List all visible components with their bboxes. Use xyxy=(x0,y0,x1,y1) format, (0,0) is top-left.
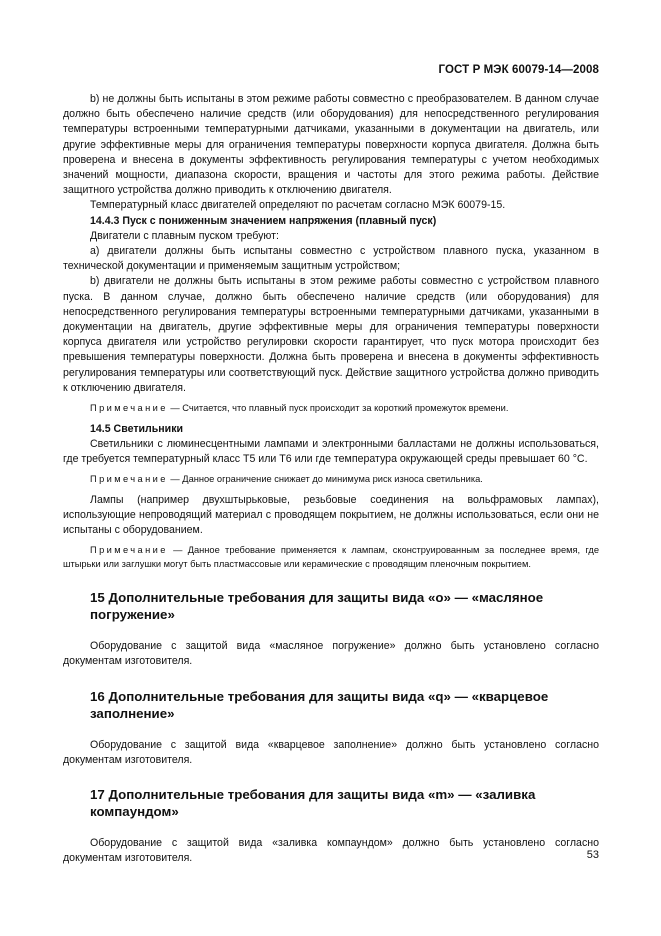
note-label: Примечание xyxy=(90,545,168,556)
section-heading-14-4-3: 14.4.3 Пуск с пониженным значением напряжения (плавный пуск) xyxy=(90,214,437,227)
section-heading-14-5: 14.5 Светильники xyxy=(90,422,184,435)
paragraph-section-16: Оборудование с защитой вида «кварцевое заполнение» должно быть установлено согласно документам изготовителя. xyxy=(63,738,599,766)
note-lamps xyxy=(63,544,599,571)
paragraph-soft-start-intro: Двигатели с плавным пуском требуют: xyxy=(90,229,279,242)
page-number: 53 xyxy=(586,849,599,861)
paragraph-lamps: Лампы (например двухштырьковые, резьбовые соединения на вольфрамовых лампах), использующие непроводящий материал с проводящем покрытием, не должны использоваться, если они не испытаны с оборудованием. xyxy=(63,493,599,537)
paragraph-soft-start-a: a) двигатели должны быть испытаны совместно с устройством плавного пуска, указанном в технической документации и применяемым защитным устройством; xyxy=(63,245,599,273)
note-text: — Данное требование применяется к лампам, сконструированным за последнее время, где штырьки или заглушки могут быть пластмассовые или керамические с проводящим пленочным покрытием. xyxy=(63,545,599,569)
document-header: ГОСТ Р МЭК 60079-14—2008 xyxy=(438,64,599,76)
paragraph-b-converter: b) не должны быть испытаны в этом режиме работы совместно с преобразователем. В данном случае должно быть обеспечено наличие средств (или оборудования) для непосредственного регулирования температуры встроенными температурными датчиками, указанными в документации на двигатель, или другие эффективные меры для ограничения температуры поверхности корпуса двигателя. Должна быть проверена и внесена в документы эффективность регулирования температуры с учетом необходимых значений мощности, диапазона скорости, вращения и частоты для этого режима работы. Действие защитного устройства должно приводить к отключению двигателя. xyxy=(63,93,599,197)
note-text: — Считается, что плавный пуск происходит за короткий промежуток времени. xyxy=(167,403,509,414)
section-heading-16: 16 Дополнительные требования для защиты вида «q» — «кварцевое заполнение» xyxy=(90,688,549,721)
note-label: Примечание xyxy=(90,474,168,485)
paragraph-soft-start-b: b) двигатели не должны быть испытаны в этом режиме работы совместно с устройством плавного пуска. В данном случае, должно быть обеспечено наличие средств (или оборудования) для непосредственного регулирования температуры встроенными температурными датчиками, указанными в документации на двигатель, другие эффективные меры для ограничения температуры поверхности корпуса двигателя или устройство регулировки скорости гарантирует, что пуск мотора происходит без превышения температуры поверхности. Должна быть проверена и внесена в документы эффективность регулирования температуры или соответствующий пуск. Действие защитного устройства должно приводить к отключению двигателя. xyxy=(63,275,599,394)
paragraph-section-17: Оборудование с защитой вида «заливка компаундом» должно быть установлено согласно документам изготовителя. xyxy=(63,837,599,865)
document-body xyxy=(63,92,599,867)
paragraph-section-15: Оборудование с защитой вида «масляное погружение» должно быть установлено согласно документам изготовителя. xyxy=(63,640,599,668)
section-heading-17: 17 Дополнительные требования для защиты вида «m» — «заливка компаундом» xyxy=(90,787,536,820)
paragraph-temperature-class: Температурный класс двигателей определяют по расчетам согласно МЭК 60079-15. xyxy=(90,199,506,212)
note-text: — Данное ограничение снижает до минимума риск износа светильника. xyxy=(167,474,483,485)
note-luminaires xyxy=(63,473,599,487)
section-heading-15: 15 Дополнительные требования для защиты вида «о» — «масляное погружение» xyxy=(90,590,544,623)
note-label: Примечание xyxy=(90,403,168,414)
note-soft-start xyxy=(63,402,599,416)
paragraph-luminaires: Светильники с люминесцентными лампами и электронными балластами не должны использоваться, где требуется температурный класс Т5 или Т6 или где температура окружающей среды превышает 60 °С. xyxy=(63,437,599,465)
